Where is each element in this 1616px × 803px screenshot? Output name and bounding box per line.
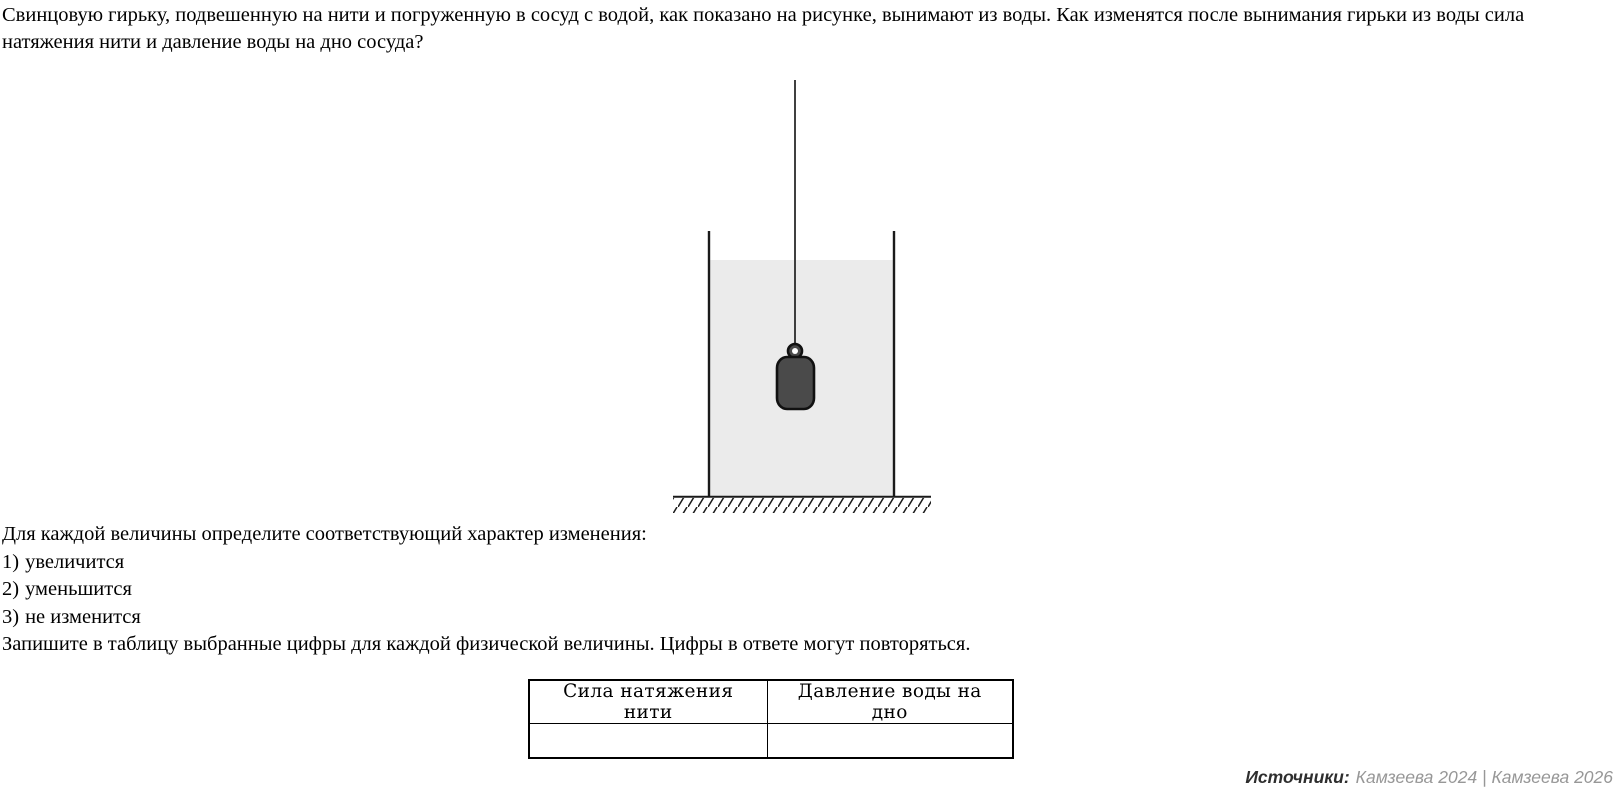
option-1-label: увеличится — [25, 550, 125, 573]
option-1 — [2, 549, 970, 577]
ground-hatching — [673, 498, 931, 513]
header-tension-force: Сила натяжения нити — [529, 680, 767, 724]
figure-weight-in-water — [648, 72, 948, 517]
problem-statement: Свинцовую гирьку, подвешенную на нити и погруженную в сосуд с водой, как показано на рисунке, вынимают из воды. Как изменятся после вынимания гирьки из воды сила натяжения нити и давление воды на дно сосуда? — [2, 4, 1525, 53]
instructions-block — [2, 521, 970, 659]
answer-cell-pressure[interactable] — [767, 724, 1013, 759]
answer-note-line: Запишите в таблицу выбранные цифры для каждой физической величины. Цифры в ответе могут повторяться. — [2, 633, 971, 656]
sources-label: Источники: — [1245, 767, 1350, 787]
option-2-number: 2) — [2, 578, 20, 601]
instruction-line: Для каждой величины определите соответствующий характер изменения: — [2, 523, 647, 545]
answer-cell-tension[interactable] — [529, 724, 767, 759]
option-2 — [2, 576, 970, 604]
sources-value: Камзеева 2024 | Камзеева 2026 — [1355, 767, 1613, 787]
header-water-pressure: Давление воды на дно — [767, 680, 1013, 724]
option-3-label: не изменится — [25, 605, 141, 628]
option-3-number: 3) — [2, 605, 20, 628]
weight-body — [777, 357, 814, 409]
option-1-number: 1) — [2, 550, 20, 573]
answer-table-input-row — [529, 724, 1013, 759]
sources-line — [1245, 767, 1613, 788]
answer-table — [528, 679, 1014, 759]
option-2-label: уменьшится — [25, 578, 132, 601]
answer-table-header-row — [529, 680, 1013, 724]
weight-ring-hole — [792, 348, 798, 354]
option-3 — [2, 604, 970, 632]
